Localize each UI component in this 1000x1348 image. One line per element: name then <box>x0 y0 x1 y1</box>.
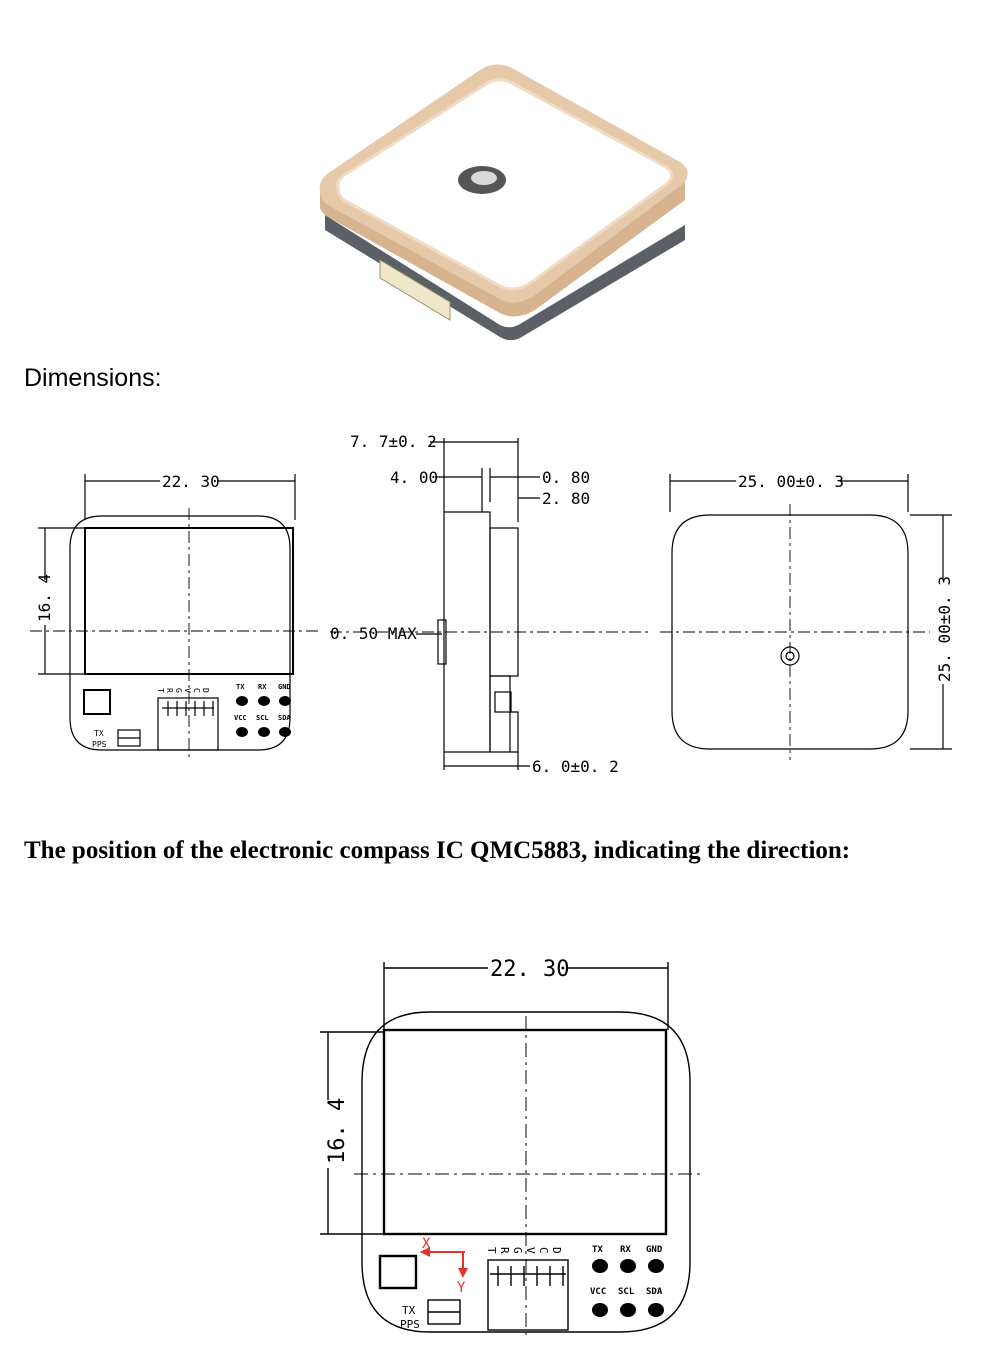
side-overall-label: 7. 7±0. 2 <box>350 432 437 451</box>
compass-pin-d: D <box>550 1247 563 1254</box>
front-pin-t: T <box>156 688 165 693</box>
compass-pad-sda: SDA <box>646 1287 663 1297</box>
compass-led-tx: TX <box>402 1304 416 1317</box>
compass-led-pps: PPS <box>400 1318 420 1331</box>
side-dim-a-label: 0. 80 <box>542 468 591 487</box>
front-pin-v: V <box>183 688 192 693</box>
front-view-drawing <box>30 460 320 760</box>
front-pad-scl: SCL <box>256 714 269 722</box>
side-base-label: 6. 0±0. 2 <box>532 757 619 776</box>
front-led-tx: TX <box>94 729 104 738</box>
compass-pin-g: G <box>511 1247 524 1254</box>
front-pad-rx: RX <box>258 683 267 691</box>
front-pin-d: D <box>201 688 210 693</box>
top-height-label: 25. 00±0. 3 <box>935 576 954 682</box>
compass-height-label: 16. 4 <box>325 1097 350 1164</box>
front-led-pps: PPS <box>92 740 107 749</box>
front-pin-g: G <box>174 688 183 693</box>
side-dim-b-label: 2. 80 <box>542 489 591 508</box>
compass-axis-x: X <box>422 1236 431 1252</box>
front-pad-tx: TX <box>236 683 245 691</box>
compass-axis-y: Y <box>457 1280 466 1296</box>
front-width-label: 22. 30 <box>162 472 220 491</box>
front-height-label: 16. 4 <box>35 573 54 622</box>
side-view-drawing <box>330 422 650 782</box>
compass-pad-vcc: VCC <box>590 1287 607 1297</box>
front-pin-r: R <box>165 688 174 693</box>
front-pad-gnd: GND <box>278 683 291 691</box>
compass-pin-r: R <box>498 1247 511 1254</box>
compass-pin-c: C <box>537 1247 550 1254</box>
top-width-label: 25. 00±0. 3 <box>738 472 844 491</box>
compass-pad-scl: SCL <box>618 1287 635 1297</box>
front-pad-vcc: VCC <box>234 714 247 722</box>
dimensions-heading: Dimensions: <box>24 364 162 392</box>
compass-view-drawing <box>300 950 720 1340</box>
antenna-module-image <box>300 40 720 340</box>
side-thickness-label: 4. 00 <box>390 468 439 487</box>
compass-pad-tx: TX <box>592 1245 603 1255</box>
compass-pad-rx: RX <box>620 1245 631 1255</box>
front-pad-sda: SDA <box>278 714 291 722</box>
side-max-label: 0. 50 MAX <box>330 624 417 643</box>
compass-heading: The position of the electronic compass IC QMC5883, indicating the direction: <box>24 837 851 864</box>
compass-pad-gnd: GND <box>646 1245 663 1255</box>
front-pin-c: C <box>192 688 201 693</box>
top-view-drawing <box>660 460 960 760</box>
compass-pin-v: V <box>524 1247 537 1254</box>
compass-pin-t: T <box>485 1247 498 1254</box>
compass-width-label: 22. 30 <box>490 957 570 982</box>
